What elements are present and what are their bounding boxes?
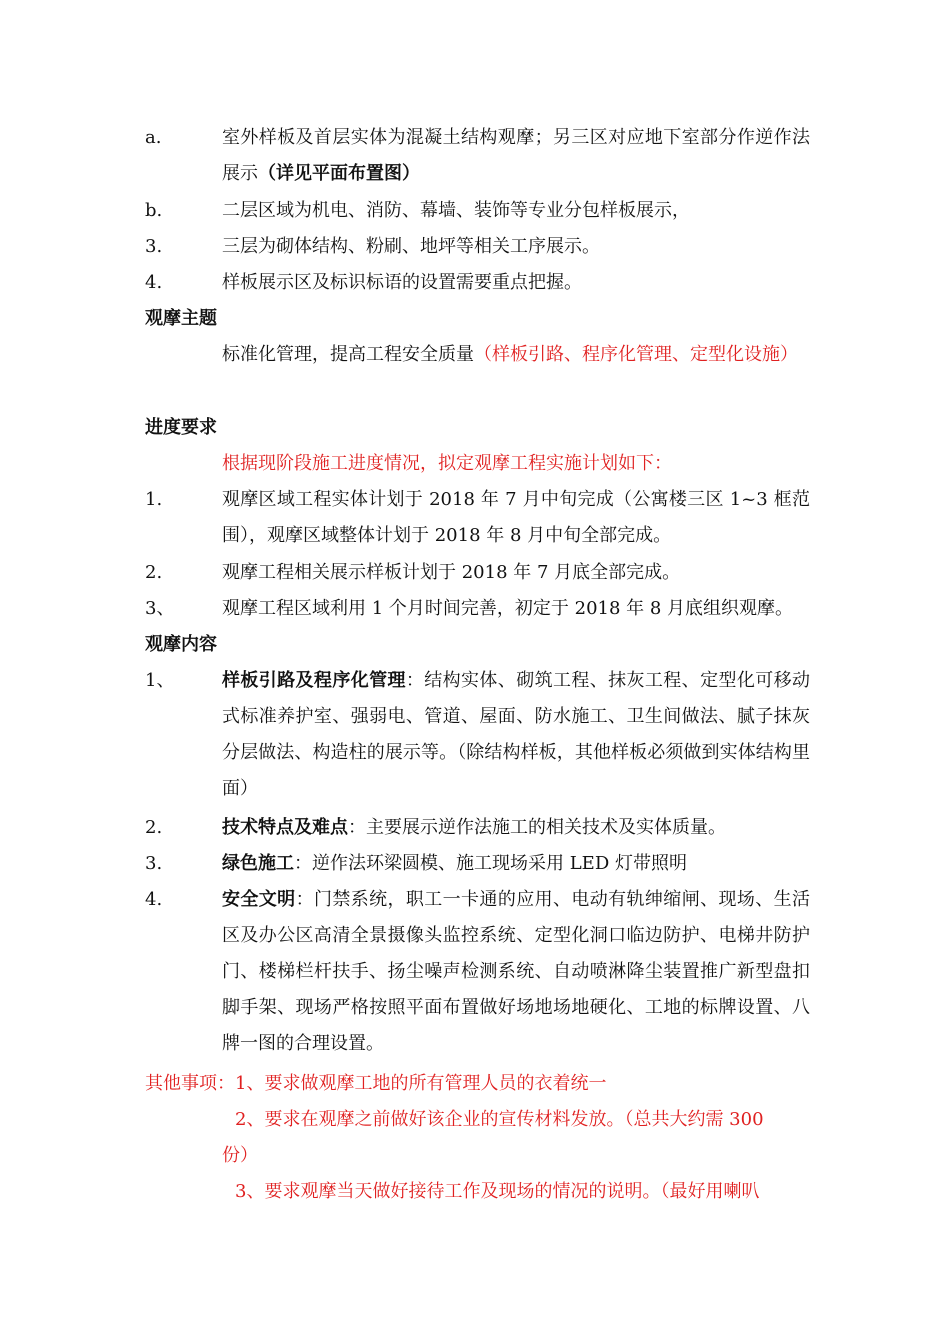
other-matters-line-4: 3、要求观摩当天做好接待工作及现场的情况的说明。（最好用喇叭 [235, 1181, 760, 1202]
other-matters-line-1: 其他事项：1、要求做观摩工地的所有管理人员的衣着统一 [145, 1073, 607, 1094]
section-heading-content: 观摩内容 [145, 634, 217, 655]
list-text: 室外样板及首层实体为混凝土结构观摩；另三区对应地下室部分作逆作法展示（详见平面布置图） [222, 127, 810, 184]
schedule-intro: 根据现阶段施工进度情况，拟定观摩工程实施计划如下： [222, 453, 672, 474]
list-text: 安全文明：门禁系统，职工一卡通的应用、电动有轨绅缩闸、现场、生活区及办公区高清全景摄像头监控系统、定型化洞口临边防护、电梯井防护门、楼梯栏杆扶手、扬尘噪声检测系统、自动喷淋降尘装置推广新型盘扣脚手架、现场严格按照平面布置做好场地场地硬化、工地的标牌设置、八牌一图的合理设置。 [222, 889, 811, 1054]
list-marker: 3、 [145, 598, 175, 619]
list-text: 二层区域为机电、消防、幕墙、装饰等专业分包样板展示， [222, 200, 690, 221]
list-marker: b. [145, 200, 163, 221]
theme-red-text: （样板引路、程序化管理、定型化设施） [474, 344, 798, 365]
list-text: 观摩区域工程实体计划于 2018 年 7 月中旬完成（公寓楼三区 1~3 框范围），观摩区域整体计划于 2018 年 8 月中旬全部完成。 [222, 489, 810, 546]
plan-reference: （详见平面布置图） [258, 163, 420, 184]
list-item [145, 882, 810, 1062]
list-text: 观摩工程区域利用 1 个月时间完善，初定于 2018 年 8 月底组织观摩。 [222, 598, 794, 619]
list-marker: 2. [145, 562, 163, 583]
list-marker: 4. [145, 889, 163, 910]
list-item [145, 591, 810, 627]
list-marker: 3. [145, 853, 163, 874]
list-text: 技术特点及难点：主要展示逆作法施工的相关技术及实体质量。 [222, 817, 726, 838]
list-item [145, 482, 810, 554]
other-matters-line-3: 份） [222, 1145, 258, 1166]
list-item [145, 663, 810, 807]
list-marker: a. [145, 127, 162, 148]
list-item [145, 193, 810, 229]
list-marker: 2. [145, 817, 163, 838]
theme-text: 标准化管理，提高工程安全质量（样板引路、程序化管理、定型化设施） [222, 344, 798, 365]
section-heading-theme: 观摩主题 [145, 308, 217, 329]
list-marker: 4. [145, 272, 163, 293]
other-matters-line-2: 2、要求在观摩之前做好该企业的宣传材料发放。（总共大约需 300 [235, 1109, 764, 1130]
list-item [145, 555, 810, 591]
list-marker: 1、 [145, 670, 175, 691]
list-item [145, 810, 810, 846]
section-heading-schedule: 进度要求 [145, 417, 217, 438]
list-item [145, 265, 810, 301]
list-text: 绿色施工：逆作法环梁圆模、施工现场采用 LED 灯带照明 [222, 853, 687, 874]
list-text: 观摩工程相关展示样板计划于 2018 年 7 月底全部完成。 [222, 562, 681, 583]
list-item [145, 120, 810, 192]
list-text: 样板展示区及标识标语的设置需要重点把握。 [222, 272, 582, 293]
list-marker: 3. [145, 236, 163, 257]
list-item [145, 229, 810, 265]
list-marker: 1. [145, 489, 163, 510]
list-text: 样板引路及程序化管理：结构实体、砌筑工程、抹灰工程、定型化可移动式标准养护室、强弱电、管道、屋面、防水施工、卫生间做法、腻子抹灰分层做法、构造柱的展示等。（除结构样板，其他样板必须做到实体结构里面） [222, 670, 811, 799]
list-text: 三层为砌体结构、粉刷、地坪等相关工序展示。 [222, 236, 600, 257]
list-item [145, 846, 810, 882]
